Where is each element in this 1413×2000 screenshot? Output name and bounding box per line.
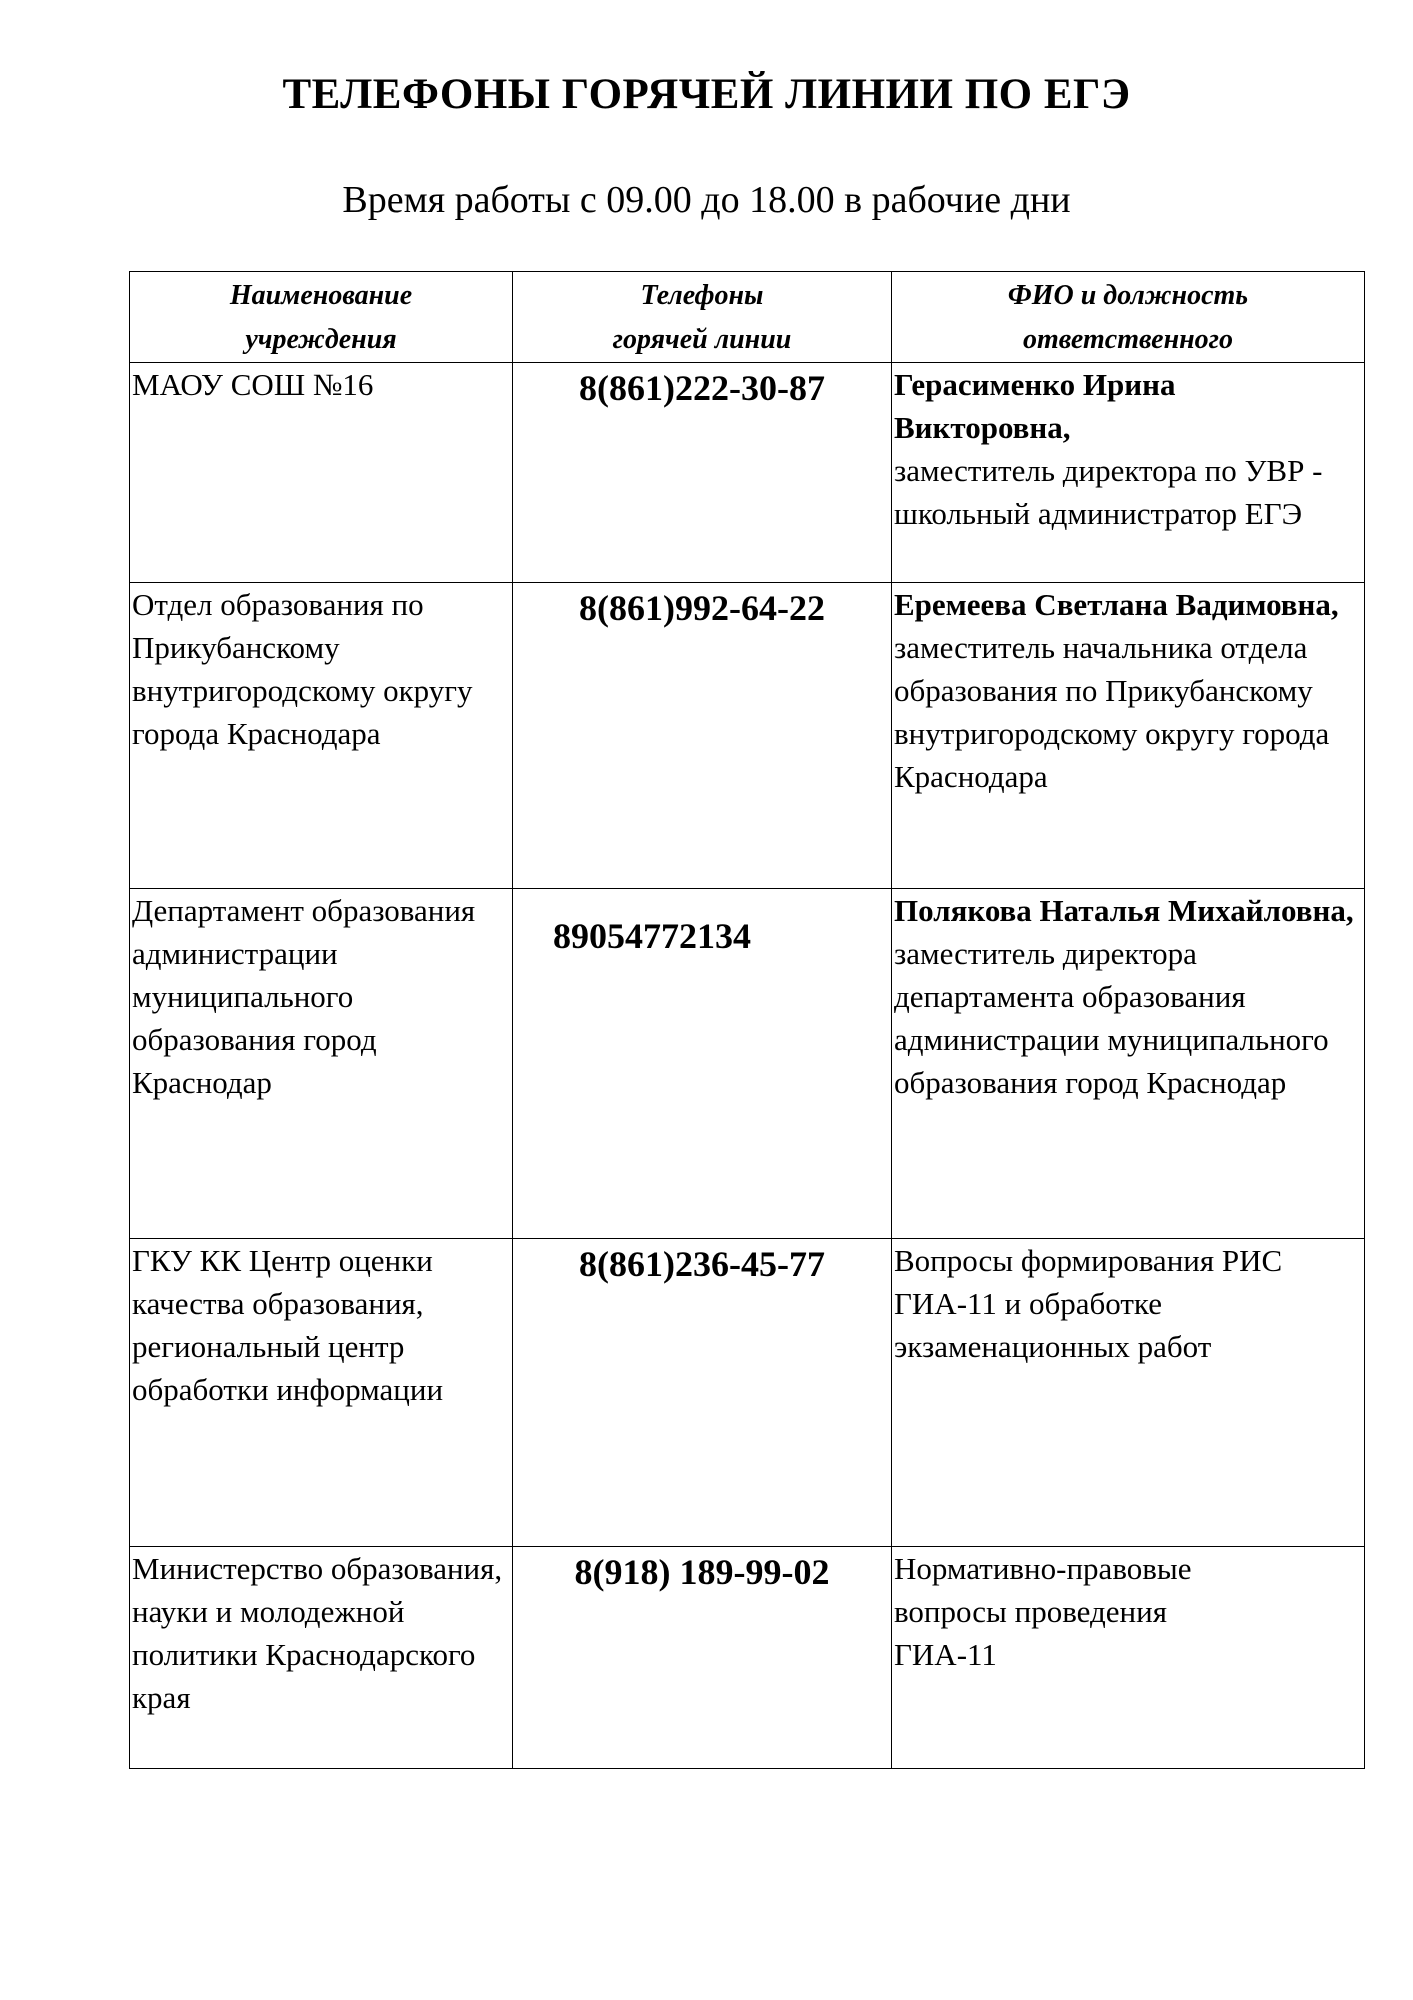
responsible-cell xyxy=(892,1547,1365,1769)
phone-cell: 8(918) 189-99-02 xyxy=(513,1547,892,1769)
header-phone-line2: горячей линии xyxy=(612,324,792,355)
institution-cell: ГКУ КК Центр оценки качества образования, региональный центр обработки информации xyxy=(130,1239,513,1547)
responsible-position: заместитель начальника отдела образования по Прикубанскому внутригородскому округу города Краснодара xyxy=(894,630,1330,794)
header-institution-line1: Наименование xyxy=(229,280,413,311)
responsible-name: Полякова Наталья Михайловна, xyxy=(894,893,1354,928)
phone-cell: 8(861)992-64-22 xyxy=(513,583,892,889)
header-responsible-line1: ФИО и должность xyxy=(1007,280,1249,311)
table-row xyxy=(130,363,1365,583)
page-title: ТЕЛЕФОНЫ ГОРЯЧЕЙ ЛИНИИ ПО ЕГЭ xyxy=(282,71,1131,118)
responsible-cell xyxy=(892,889,1365,1239)
table-row xyxy=(130,583,1365,889)
responsible-cell xyxy=(892,363,1365,583)
institution-cell: Министерство образования, науки и молодежной политики Краснодарского края xyxy=(130,1547,513,1769)
header-institution xyxy=(130,272,513,363)
phone-cell: 89054772134 xyxy=(513,889,892,1239)
header-phone xyxy=(513,272,892,363)
table-header-row xyxy=(130,272,1365,363)
page-subtitle: Время работы с 09.00 до 18.00 в рабочие дни xyxy=(342,179,1071,221)
phone-cell: 8(861)222-30-87 xyxy=(513,363,892,583)
table-row xyxy=(130,889,1365,1239)
institution-cell: Департамент образования администрации муниципального образования город Краснодар xyxy=(130,889,513,1239)
table-row xyxy=(130,1239,1365,1547)
responsible-name: Еремеева Светлана Вадимовна, xyxy=(894,587,1339,622)
institution-cell: МАОУ СОШ №16 xyxy=(130,363,513,583)
table-row xyxy=(130,1547,1365,1769)
responsible-cell xyxy=(892,1239,1365,1547)
header-institution-line2: учреждения xyxy=(245,324,397,355)
hotline-table xyxy=(129,271,1365,1769)
responsible-position: Вопросы формирования РИС ГИА-11 и обработке экзаменационных работ xyxy=(894,1243,1283,1364)
responsible-position: заместитель директора департамента образования администрации муниципального образования город Краснодар xyxy=(894,936,1329,1100)
responsible-position: заместитель директора по УВР - школьный администратор ЕГЭ xyxy=(894,453,1323,531)
phone-cell: 8(861)236-45-77 xyxy=(513,1239,892,1547)
header-responsible-line2: ответственного xyxy=(1022,324,1233,355)
header-responsible xyxy=(892,272,1365,363)
responsible-cell xyxy=(892,583,1365,889)
responsible-name: Герасименко Ирина Викторовна, xyxy=(894,367,1176,445)
institution-cell: Отдел образования по Прикубанскому внутригородскому округу города Краснодара xyxy=(130,583,513,889)
header-phone-line1: Телефоны xyxy=(640,280,764,311)
responsible-position: Нормативно-правовые вопросы проведения ГИА-11 xyxy=(894,1551,1192,1672)
